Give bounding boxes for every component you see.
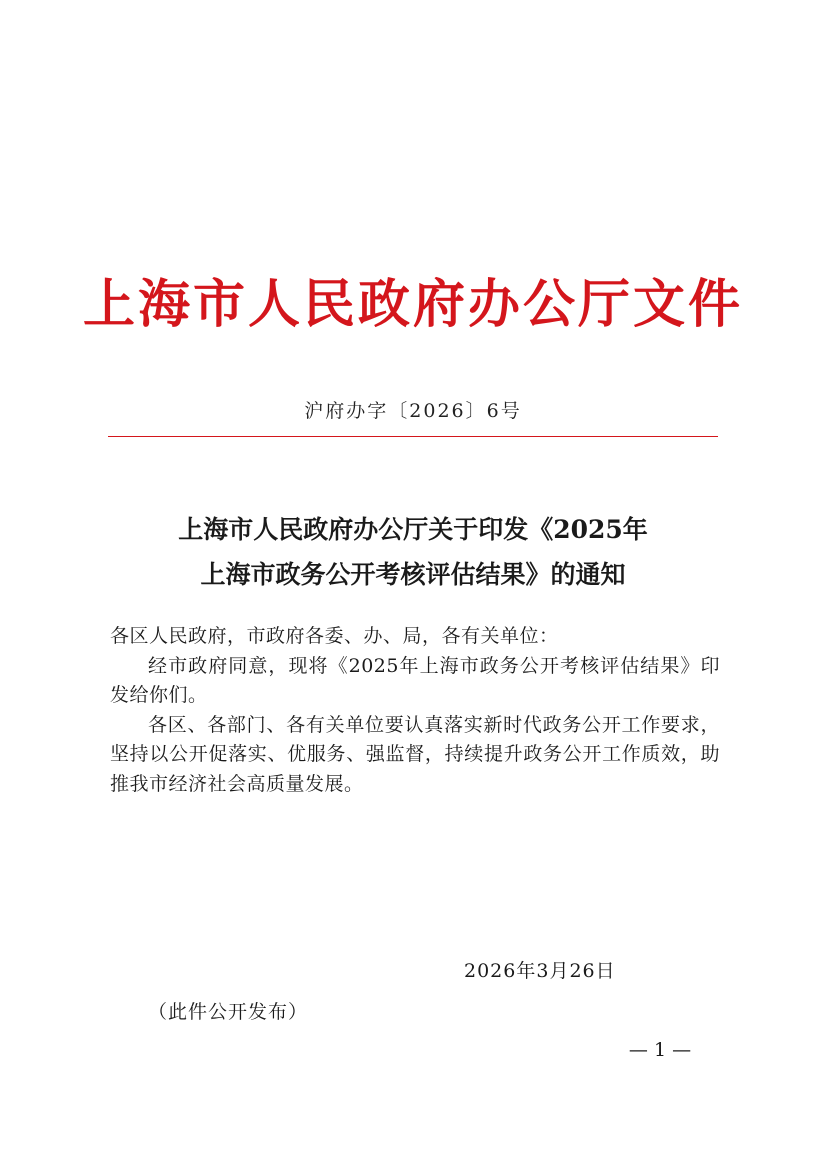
body-paragraph-1: 经市政府同意，现将《2025年上海市政务公开考核评估结果》印发给你们。 [110,654,720,706]
document-header-title: 上海市人民政府办公厅文件 [82,274,743,335]
notice-title-line-2: 上海市政务公开考核评估结果》的通知 [200,560,626,589]
notice-body [110,622,720,799]
page-number: — 1 — [628,1039,692,1061]
issue-date: 2026年3月26日 [464,960,616,982]
body-paragraph-2: 各区、各部门、各有关单位要认真落实新时代政务公开工作要求，坚持以公开促落实、优服务、强监督，持续提升政务公开工作质效，助推我市经济社会高质量发展。 [110,713,720,795]
salutation: 各区人民政府，市政府各委、办、局，各有关单位： [110,625,559,647]
document-number: 沪府办字〔2026〕6号 [304,400,522,422]
red-separator-line [108,436,718,437]
notice-title-line-1: 上海市人民政府办公厅关于印发《2025年 [178,515,648,544]
notice-title [108,507,718,597]
publication-note: （此件公开发布） [148,1001,309,1023]
